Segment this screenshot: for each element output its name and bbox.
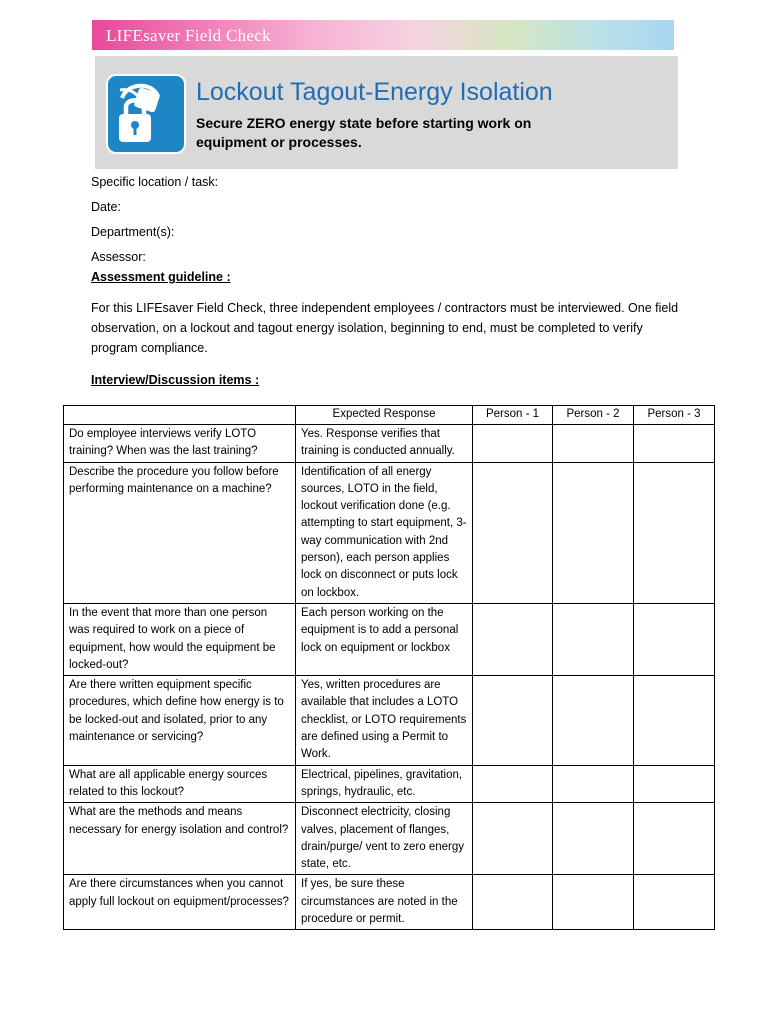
person-3-cell[interactable] xyxy=(634,603,715,675)
person-1-cell[interactable] xyxy=(473,765,553,803)
question-cell: What are all applicable energy sources related to this lockout? xyxy=(64,765,296,803)
person-3-cell[interactable] xyxy=(634,875,715,930)
column-header-question xyxy=(64,406,296,425)
date-field-label: Date: xyxy=(91,200,121,214)
response-cell: Electrical, pipelines, gravitation, springs, hydraulic, etc. xyxy=(296,765,473,803)
response-cell: Yes. Response verifies that training is conducted annually. xyxy=(296,425,473,463)
person-3-cell[interactable] xyxy=(634,803,715,875)
person-2-cell[interactable] xyxy=(553,803,634,875)
person-2-cell[interactable] xyxy=(553,875,634,930)
person-1-cell[interactable] xyxy=(473,803,553,875)
person-3-cell[interactable] xyxy=(634,425,715,463)
person-3-cell[interactable] xyxy=(634,765,715,803)
table-row xyxy=(64,803,715,875)
table-row xyxy=(64,676,715,765)
guideline-text: For this LIFEsaver Field Check, three independent employees / contractors must be interviewed. One field observation, on a lockout and tagout energy isolation, beginning to end, must be completed to verify program compliance. xyxy=(91,301,679,355)
page-subtitle: Secure ZERO energy state before starting work on equipment or processes. xyxy=(196,115,532,150)
table-row xyxy=(64,603,715,675)
assessor-field-label: Assessor: xyxy=(91,250,146,264)
person-1-cell[interactable] xyxy=(473,875,553,930)
response-cell: Yes, written procedures are available that includes a LOTO checklist, or LOTO requirements are defined using a Permit to Work. xyxy=(296,676,473,765)
banner-title: LIFEsaver Field Check xyxy=(106,26,271,45)
interview-table xyxy=(63,405,715,930)
department-field-label: Department(s): xyxy=(91,225,175,239)
question-cell: In the event that more than one person was required to work on a piece of equipment, how would the equipment be locked-out? xyxy=(64,603,296,675)
person-1-cell[interactable] xyxy=(473,462,553,603)
table-row xyxy=(64,462,715,603)
person-2-cell[interactable] xyxy=(553,425,634,463)
person-1-cell[interactable] xyxy=(473,676,553,765)
column-header-person-2: Person - 2 xyxy=(553,406,634,425)
question-cell: What are the methods and means necessary for energy isolation and control? xyxy=(64,803,296,875)
person-2-cell[interactable] xyxy=(553,603,634,675)
column-header-person-3: Person - 3 xyxy=(634,406,715,425)
column-header-expected-response: Expected Response xyxy=(296,406,473,425)
person-2-cell[interactable] xyxy=(553,462,634,603)
person-3-cell[interactable] xyxy=(634,676,715,765)
person-2-cell[interactable] xyxy=(553,765,634,803)
table-row xyxy=(64,765,715,803)
padlock-tag-icon xyxy=(106,74,186,154)
page-title: Lockout Tagout-Energy Isolation xyxy=(196,78,553,106)
column-header-person-1: Person - 1 xyxy=(473,406,553,425)
guideline-heading: Assessment guideline : xyxy=(91,270,231,284)
question-cell: Are there written equipment specific procedures, which define how energy is to be locked-out and isolated, prior to any maintenance or servicing? xyxy=(64,676,296,765)
interview-heading: Interview/Discussion items : xyxy=(91,373,260,387)
table-row xyxy=(64,425,715,463)
table-header-row xyxy=(64,406,715,425)
person-1-cell[interactable] xyxy=(473,425,553,463)
location-field-label: Specific location / task: xyxy=(91,175,219,189)
response-cell: If yes, be sure these circumstances are noted in the procedure or permit. xyxy=(296,875,473,930)
question-cell: Do employee interviews verify LOTO training? When was the last training? xyxy=(64,425,296,463)
field-check-banner xyxy=(92,20,674,50)
question-cell: Are there circumstances when you cannot apply full lockout on equipment/processes? xyxy=(64,875,296,930)
response-cell: Identification of all energy sources, LOTO in the field, lockout verification done (e.g. attempting to start equipment, 3-way communication with 2nd person), each person applies lock on disconnect or puts lock on lockbox. xyxy=(296,462,473,603)
person-3-cell[interactable] xyxy=(634,462,715,603)
question-cell: Describe the procedure you follow before performing maintenance on a machine? xyxy=(64,462,296,603)
assessment-fields xyxy=(91,170,218,270)
response-cell: Disconnect electricity, closing valves, placement of flanges, drain/purge/ vent to zero energy state, etc. xyxy=(296,803,473,875)
person-1-cell[interactable] xyxy=(473,603,553,675)
header-box xyxy=(95,56,678,169)
table-row xyxy=(64,875,715,930)
response-cell: Each person working on the equipment is to add a personal lock on equipment or lockbox xyxy=(296,603,473,675)
person-2-cell[interactable] xyxy=(553,676,634,765)
